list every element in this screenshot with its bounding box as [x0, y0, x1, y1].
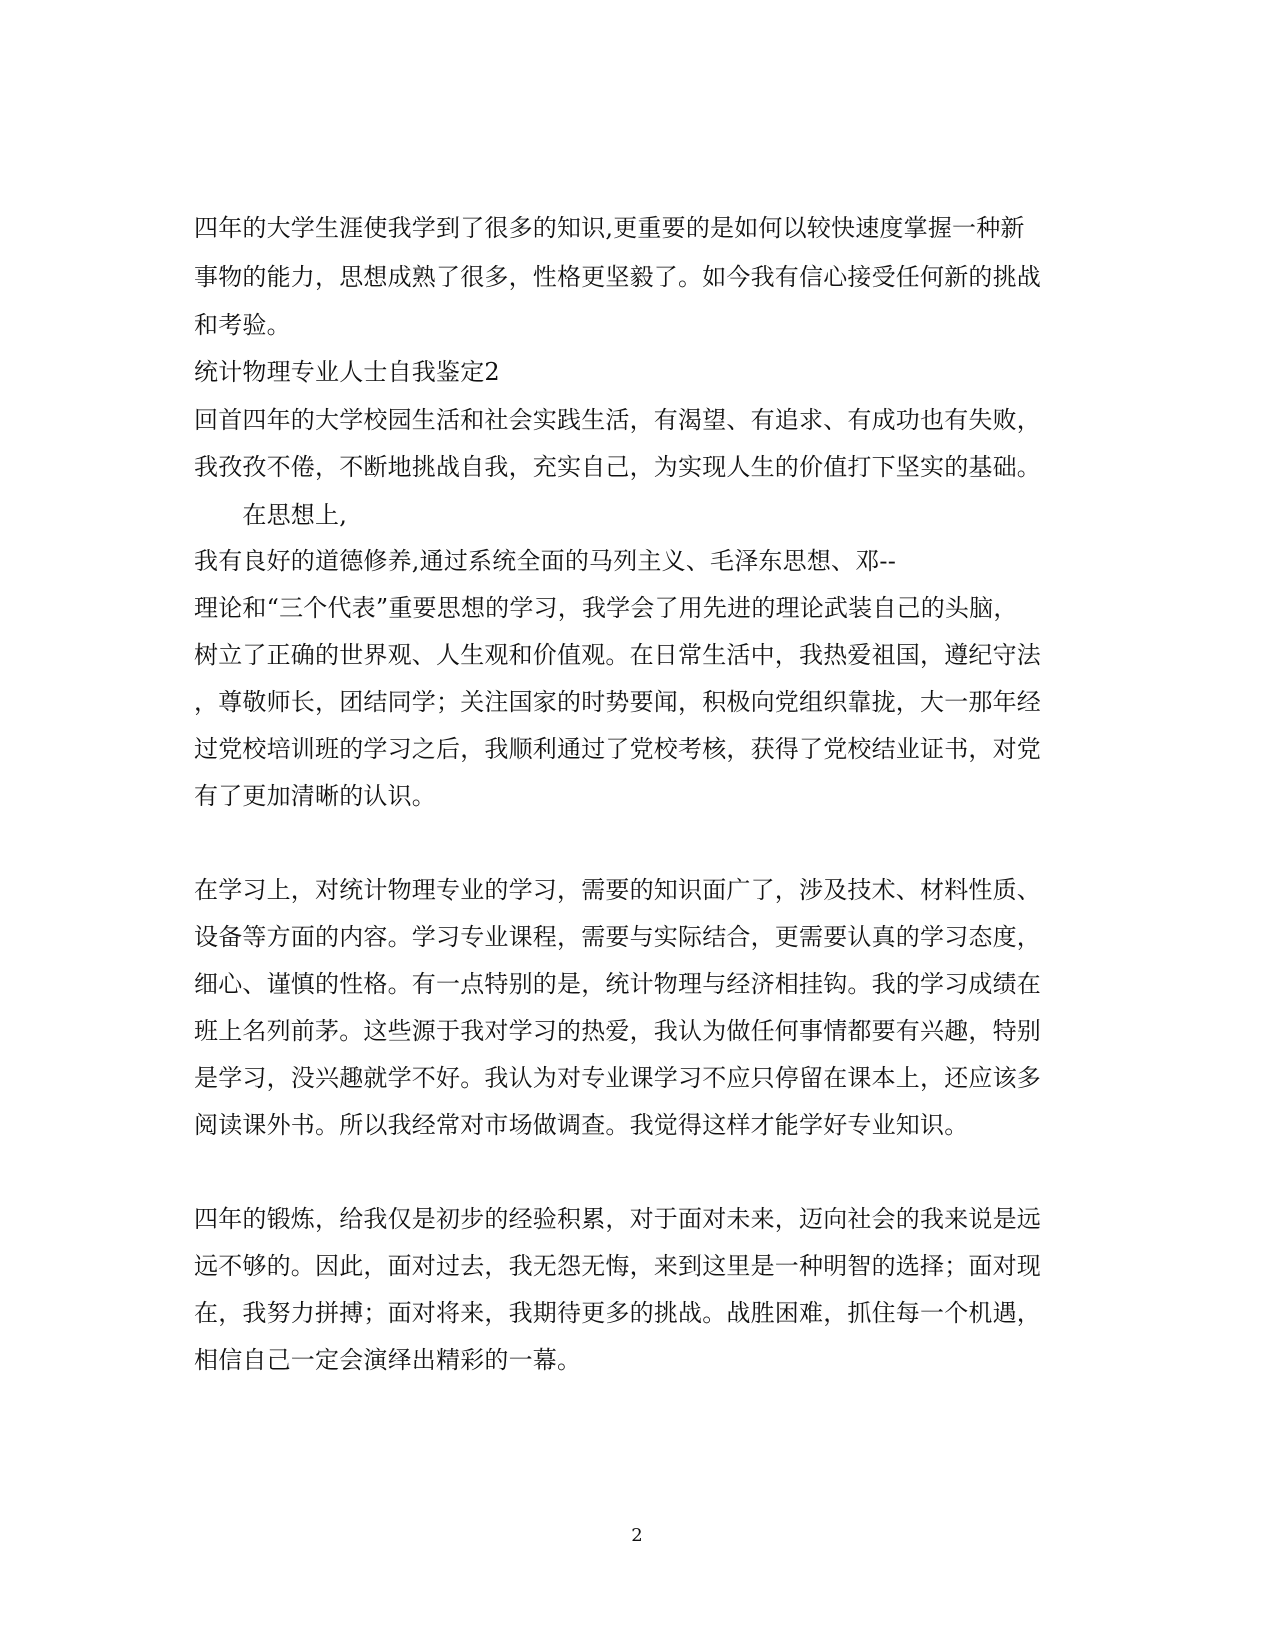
- body-text-line: 在，我努力拼搏；面对将来，我期待更多的挑战。战胜困难，抓住每一个机遇，: [194, 1299, 1041, 1327]
- page-number: 2: [631, 1525, 643, 1546]
- body-text-line: 我孜孜不倦，不断地挑战自我，充实自己，为实现人生的价值打下坚实的基础。: [194, 453, 1041, 481]
- body-text-line: 相信自己一定会演绎出精彩的一幕。: [194, 1346, 582, 1374]
- body-text-line: 设备等方面的内容。学习专业课程，需要与实际结合，更需要认真的学习态度，: [194, 923, 1041, 951]
- body-text-line: ，尊敬师长，团结同学；关注国家的时势要闻，积极向党组织靠拢，大一那年经: [194, 688, 1041, 716]
- body-text-line: 四年的大学生涯使我学到了很多的知识,更重要的是如何以较快速度掌握一种新: [194, 214, 1025, 242]
- body-text-line: 在学习上，对统计物理专业的学习，需要的知识面广了，涉及技术、材料性质、: [194, 876, 1041, 904]
- body-text-line: 过党校培训班的学习之后，我顺利通过了党校考核，获得了党校结业证书，对党: [194, 735, 1041, 763]
- body-text-line: 理论和“三个代表”重要思想的学习，我学会了用先进的理论武装自己的头脑，: [194, 594, 1018, 622]
- body-text-line: 细心、谨慎的性格。有一点特别的是，统计物理与经济相挂钩。我的学习成绩在: [194, 970, 1041, 998]
- body-text-line: 我有良好的道德修养,通过系统全面的马列主义、毛泽东思想、邓--: [194, 547, 897, 575]
- body-text-line: 和考验。: [194, 311, 291, 339]
- body-text-line: 树立了正确的世界观、人生观和价值观。在日常生活中，我热爱祖国，遵纪守法: [194, 641, 1041, 669]
- body-text-line: 事物的能力，思想成熟了很多，性格更坚毅了。如今我有信心接受任何新的挑战: [194, 263, 1041, 291]
- body-text-line: 在思想上,: [194, 501, 348, 529]
- body-text-line: 有了更加清晰的认识。: [194, 782, 436, 810]
- body-text-line: 四年的锻炼，给我仅是初步的经验积累，对于面对未来，迈向社会的我来说是远: [194, 1205, 1041, 1233]
- body-text-line: 远不够的。因此，面对过去，我无怨无悔，来到这里是一种明智的选择；面对现: [194, 1252, 1041, 1280]
- section-heading: 统计物理专业人士自我鉴定2: [194, 358, 500, 386]
- body-text-line: 阅读课外书。所以我经常对市场做调查。我觉得这样才能学好专业知识。: [194, 1111, 969, 1139]
- body-text-line: 回首四年的大学校园生活和社会实践生活，有渴望、有追求、有成功也有失败，: [194, 406, 1041, 434]
- body-text-line: 是学习，没兴趣就学不好。我认为对专业课学习不应只停留在课本上，还应该多: [194, 1064, 1041, 1092]
- body-text-line: 班上名列前茅。这些源于我对学习的热爱，我认为做任何事情都要有兴趣，特别: [194, 1017, 1041, 1045]
